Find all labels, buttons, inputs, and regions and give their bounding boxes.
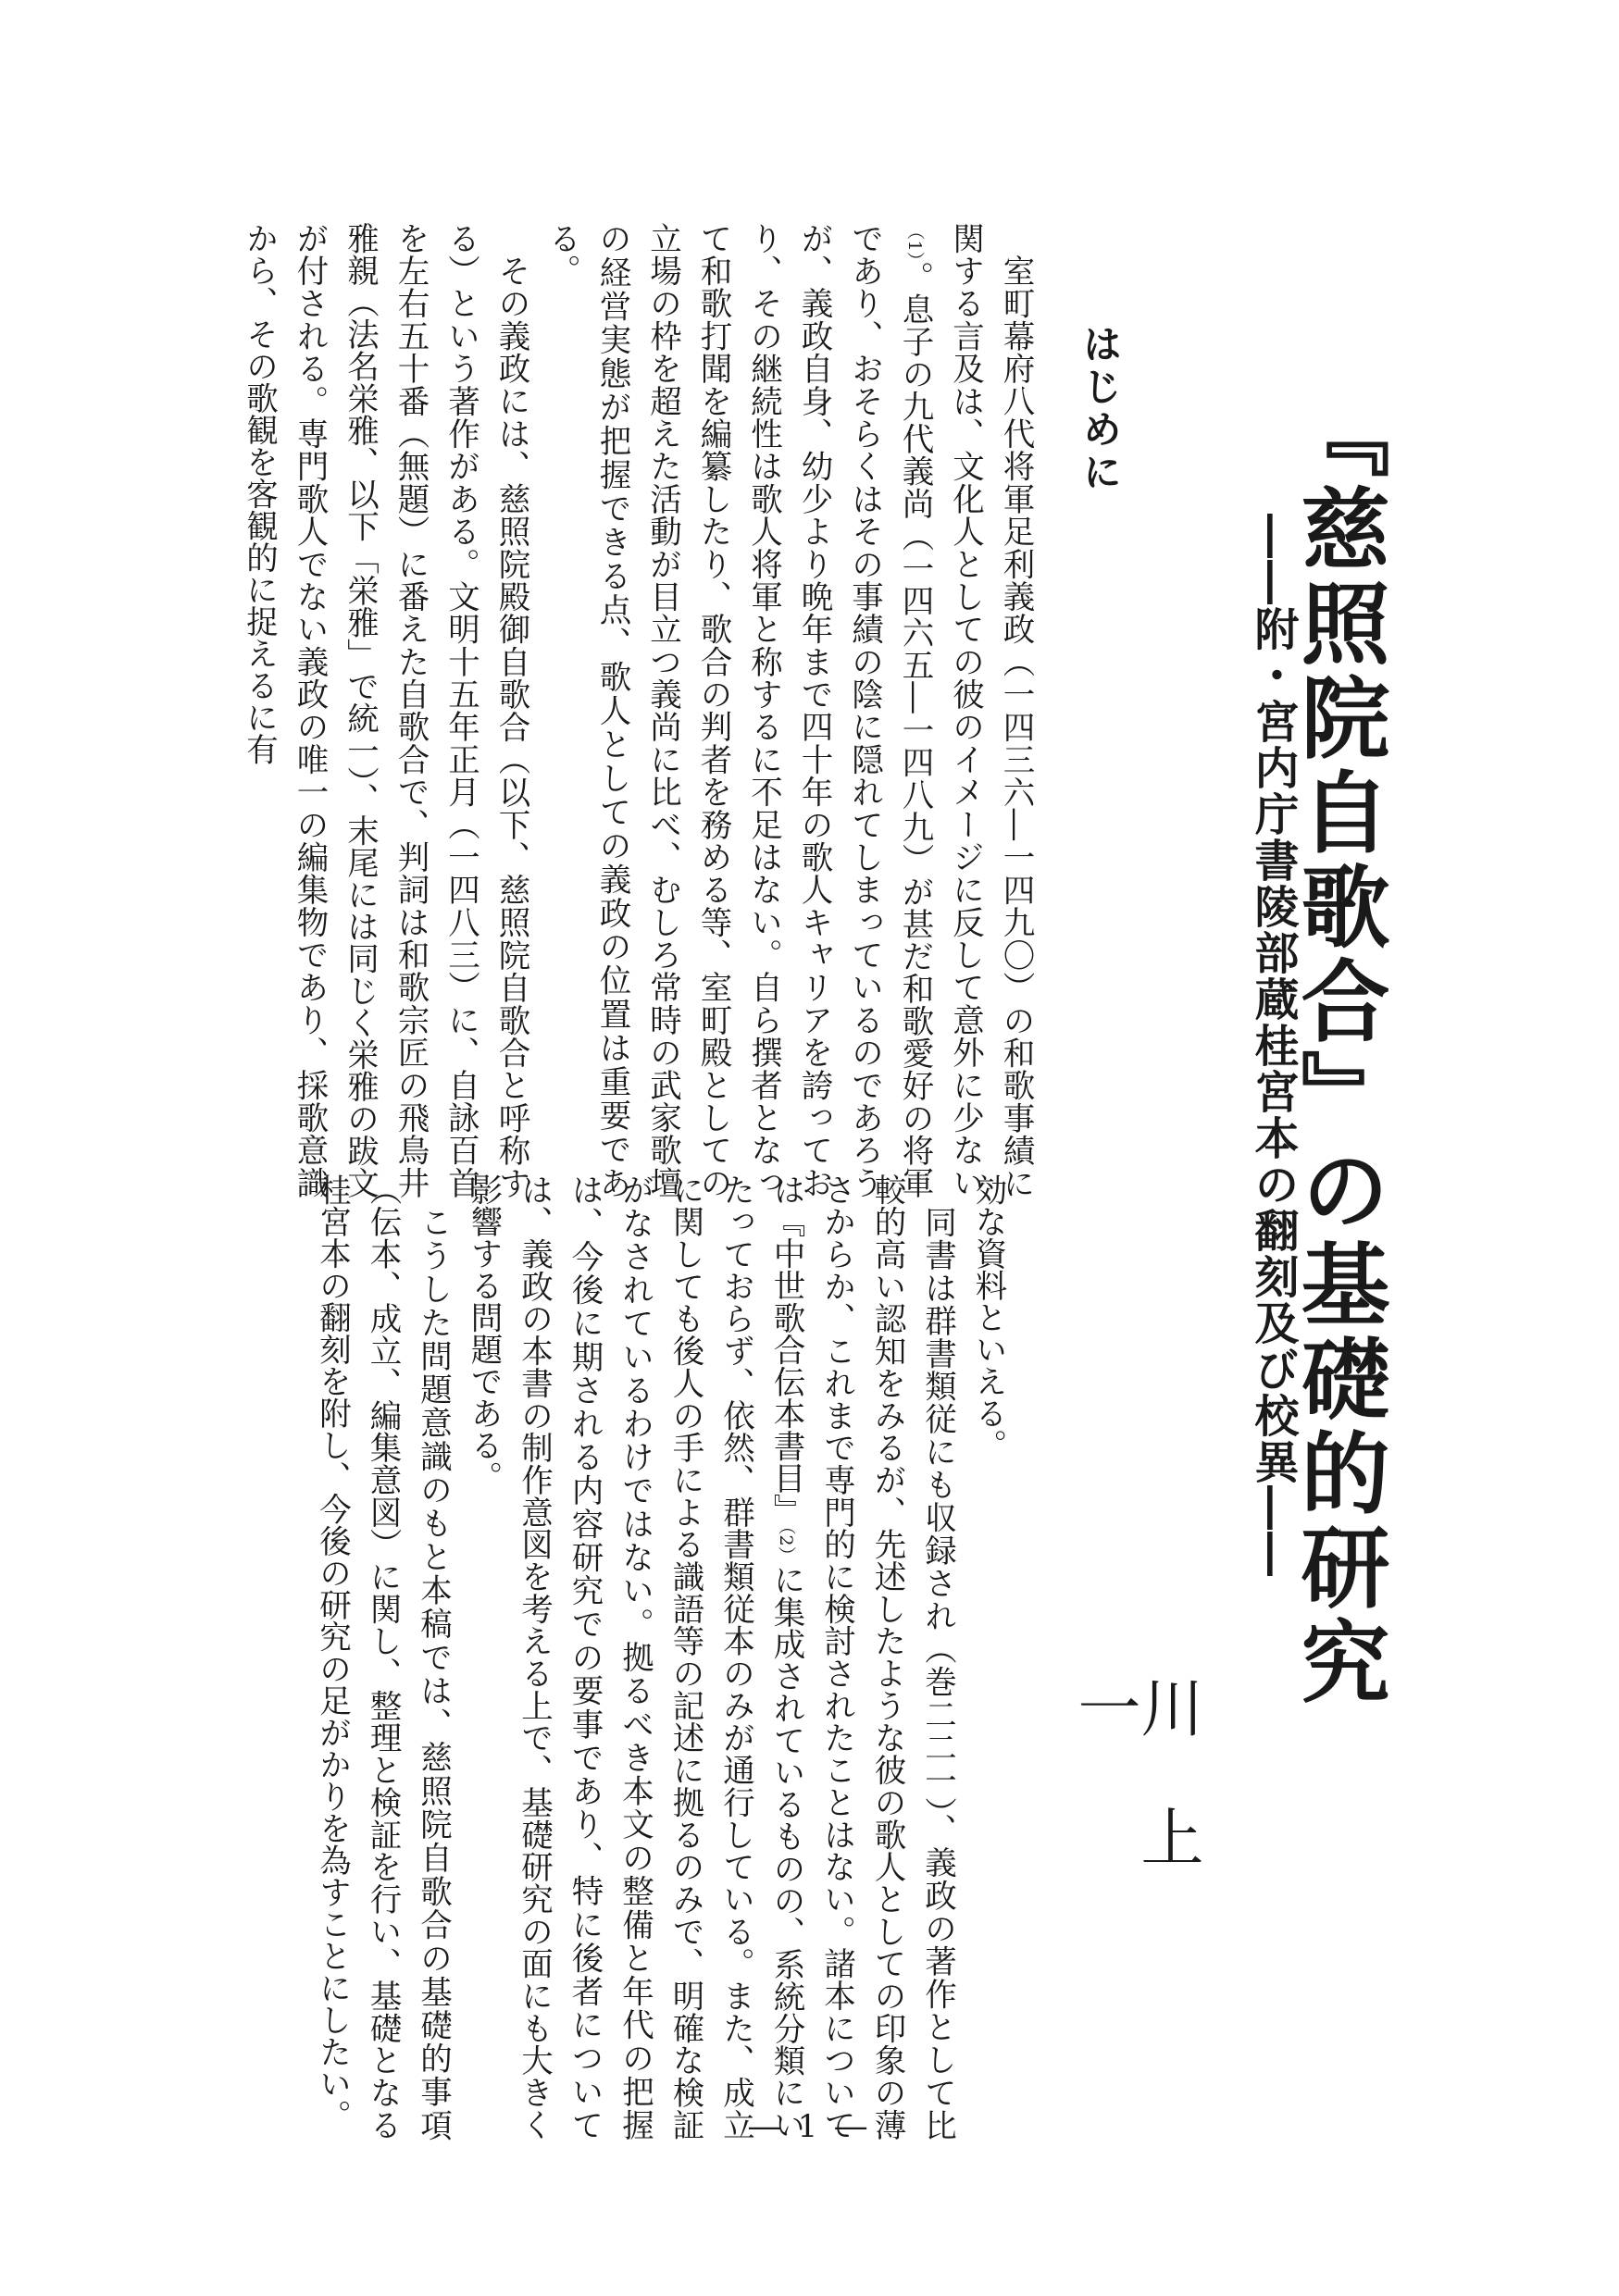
- footnote-ref: （1）: [904, 222, 925, 261]
- paragraph-text: 効な資料といえる。: [969, 1173, 1006, 1461]
- paragraph-text: その義政には、慈照院殿御自歌合（以下、慈照院自歌合と呼称する）という著作がある。文明十五年正月（一四八三）に、自詠百首を左右五十番（無題）に番えた自歌合で、判詞は和歌宗匠の飛鳥井雅親（法名栄雅、以下「栄雅」で統一）、末尾には同じく栄雅の跋文が付される。専門歌人でない義政の唯一の編集物であり、採歌意識から、その歌観を客観的に捉えるに有: [240, 222, 529, 1199]
- section-heading: はじめに: [1077, 324, 1123, 494]
- article-title: 『慈照院自歌合』の基礎的研究: [1287, 389, 1391, 1710]
- paragraph-text: 室町幕府八代将軍足利義政（一四三六―一四九〇）の和歌事績に関する言及は、文化人としての彼のイメージに反して意外に少ない: [946, 222, 1034, 1199]
- paragraph-text: 同書は群書類従にも収録され（巻二二一）、義政の著作として比較的高い認知をみるが、先述したような彼の歌人としての印象の薄さからか、これまで専門的に検討されたことはない。諸本については『中世歌合伝本書目』: [767, 1173, 956, 2141]
- body-text-lower: [161, 1173, 1013, 2141]
- paragraph: [963, 1173, 1014, 2141]
- paragraph-text: こうした問題意識のもと本稿では、慈照院自歌合の基礎的事項（伝本、成立、編集意図）に関し、整理と検証を行い、基礎となる桂宮本の翻刻を附し、今後の研究の足がかりを為すことにしたい。: [313, 1173, 452, 2141]
- author-name: 川上一: [1067, 1675, 1203, 1934]
- paragraph: [536, 222, 1040, 1198]
- paragraph-text: 。息子の九代義尚（一四六五―一四八九）が甚だ和歌愛好の将軍であり、おそらくはその事績の陰に隠れてしまっているのであろうが、義政自身、幼少より晩年まで四十年の歌人キャリアを誇っており、その継続性は歌人将軍と称するに不足はない。自ら撰者となって和歌打聞を編纂したり、歌合の判者を務める等、室町殿としての立場の枠を超えた活動が目立つ義尚に比べ、むしろ常時の武家歌壇の経営実態が把握できる点、歌人としての義政の位置は重要である。: [542, 222, 933, 1198]
- paragraph: [306, 1173, 458, 2141]
- paragraph-text: に集成されているものの、系統分類にいたっておらず、依然、群書類従本のみが通行している。また、成立に関しても後人の手による識語等の記述に拠るのみで、明確な検証がなされているわけではない。拠るべき本文の整備と年代の把握は、今後に期される内容研究での要事であり、特に後者については、義政の本書の制作意図を考える上で、基礎研究の面にも大きく影響する問題である。: [465, 1173, 804, 2141]
- paragraph: [233, 222, 536, 1198]
- body-text-upper: [161, 222, 1040, 1198]
- paragraph: [458, 1173, 963, 2141]
- footnote-ref: （2）: [776, 1525, 796, 1564]
- article-subtitle: ――附・宮内庁書陵部蔵桂宮本の翻刻及び校異――: [1247, 514, 1299, 1578]
- page-number: ― 1 ―: [748, 2108, 871, 2145]
